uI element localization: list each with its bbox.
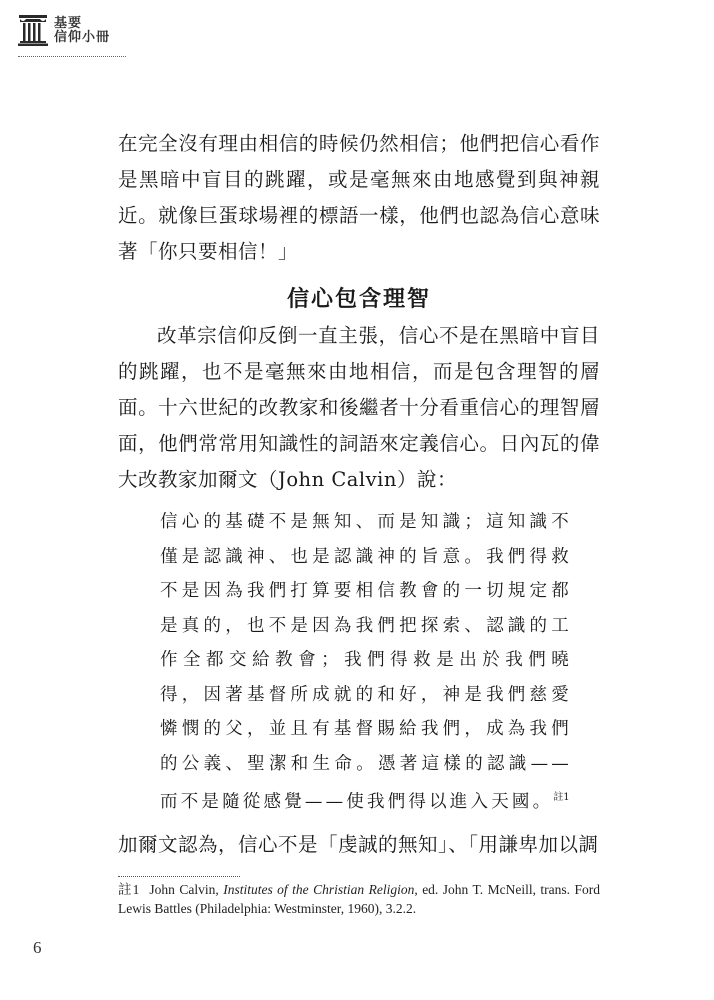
footnote-author: John Calvin,: [149, 882, 219, 897]
series-title-line1: 基要: [54, 16, 83, 31]
block-quote: [160, 505, 572, 819]
page-number: 6: [33, 938, 42, 957]
pillar-icon: [18, 14, 48, 46]
series-title-line2: 信仰小冊: [54, 30, 111, 45]
running-header: [18, 14, 126, 60]
body-paragraph-3: 加爾文認為，信心不是「虔誠的無知」、「用謙卑加以調: [118, 833, 599, 856]
footnote-book-title: Institutes of the Christian Religion: [223, 882, 415, 897]
footnote-label: 註1: [118, 882, 140, 897]
quote-text: 信心的基礎不是無知、而是知識；這知識不僅是認識神、也是認識神的旨意。我們得救不是因為我們打算要相信教會的一切規定都是真的，也不是因為我們把探索、認識的工作全都交給教會；我們得救是出於我們曉得，因著基督所成就的和好，神是我們慈愛憐憫的父，並且有基督賜給我們，成為我們的公義、聖潔和生命。憑著這樣的認識——而不是隨從感覺——使我們得以進入天國。: [160, 512, 572, 812]
footnote-details: , ed. John T. McNeill, trans. Ford Lewis Battles (Philadelphia: Westminster, 1960), 3.2.2.: [118, 882, 601, 916]
footnote-divider: [118, 876, 240, 877]
series-title: [54, 17, 110, 45]
section-heading: 信心包含理智: [286, 287, 431, 312]
body-paragraph-2: 改革宗信仰反倒一直主張，信心不是在黑暗中盲目的跳躍，也不是毫無來由地相信，而是包含理智的層面。十六世紀的改教家和後繼者十分看重信心的理智層面，他們常常用知識性的詞語來定義信心。日內瓦的偉大改教家加爾文（John Calvin）說：: [118, 324, 600, 491]
body-paragraph-1: 在完全沒有理由相信的時候仍然相信；他們把信心看作是黑暗中盲目的跳躍，或是毫無來由地感覺到與神親近。就像巨蛋球場裡的標語一樣，他們也認為信心意味著「你只要相信！」: [118, 132, 600, 263]
footnote-reference[interactable]: 註1: [553, 792, 570, 803]
header-divider: [18, 56, 126, 57]
footnote: [118, 880, 600, 918]
